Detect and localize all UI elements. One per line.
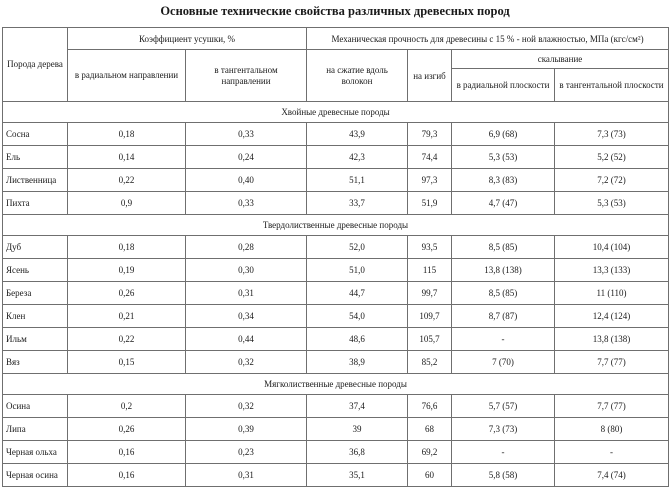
section-title: Мягколиственные древесные породы bbox=[3, 374, 669, 395]
compression-cell: 48,6 bbox=[307, 328, 408, 351]
shrink-tangential-cell: 0,44 bbox=[186, 328, 307, 351]
shrink-radial-cell: 0,16 bbox=[68, 464, 186, 487]
table-row bbox=[3, 328, 669, 351]
shear-tangential-cell: 7,2 (72) bbox=[555, 169, 669, 192]
shrink-tangential-cell: 0,28 bbox=[186, 236, 307, 259]
document-title: Основные технические свойства различных древесных пород bbox=[160, 4, 510, 18]
species-cell: Ясень bbox=[3, 259, 68, 282]
shrink-tangential-cell: 0,39 bbox=[186, 418, 307, 441]
bending-cell: 69,2 bbox=[408, 441, 452, 464]
shrink-tangential-cell: 0,33 bbox=[186, 192, 307, 215]
compression-cell: 36,8 bbox=[307, 441, 408, 464]
species-cell: Осина bbox=[3, 395, 68, 418]
shear-tangential-cell: 13,8 (138) bbox=[555, 328, 669, 351]
shear-tangential-cell: - bbox=[555, 441, 669, 464]
shear-radial-cell: 8,7 (87) bbox=[452, 305, 555, 328]
bending-cell: 60 bbox=[408, 464, 452, 487]
shear-tangential-cell: 5,3 (53) bbox=[555, 192, 669, 215]
shrink-tangential-cell: 0,24 bbox=[186, 146, 307, 169]
bending-cell: 76,6 bbox=[408, 395, 452, 418]
compression-cell: 51,1 bbox=[307, 169, 408, 192]
bending-cell: 51,9 bbox=[408, 192, 452, 215]
header-shrink-radial: в радиальном направлении bbox=[68, 50, 186, 102]
shear-radial-cell: 8,5 (85) bbox=[452, 236, 555, 259]
table-row bbox=[3, 123, 669, 146]
shrink-radial-cell: 0,21 bbox=[68, 305, 186, 328]
header-shrink-group: Коэффициент усушки, % bbox=[68, 28, 307, 50]
compression-cell: 39 bbox=[307, 418, 408, 441]
bending-cell: 99,7 bbox=[408, 282, 452, 305]
section-title: Хвойные древесные породы bbox=[3, 102, 669, 123]
compression-cell: 38,9 bbox=[307, 351, 408, 374]
shear-radial-cell: 5,7 (57) bbox=[452, 395, 555, 418]
species-cell: Липа bbox=[3, 418, 68, 441]
shear-radial-cell: 8,5 (85) bbox=[452, 282, 555, 305]
table-row bbox=[3, 282, 669, 305]
table-row bbox=[3, 305, 669, 328]
header-compression: на сжатие вдоль волокон bbox=[307, 50, 408, 102]
shrink-tangential-cell: 0,40 bbox=[186, 169, 307, 192]
bending-cell: 85,2 bbox=[408, 351, 452, 374]
wood-properties-table bbox=[2, 27, 669, 487]
species-cell: Береза bbox=[3, 282, 68, 305]
shear-tangential-cell: 8 (80) bbox=[555, 418, 669, 441]
shrink-radial-cell: 0,18 bbox=[68, 123, 186, 146]
compression-cell: 52,0 bbox=[307, 236, 408, 259]
shrink-tangential-cell: 0,33 bbox=[186, 123, 307, 146]
species-cell: Черная ольха bbox=[3, 441, 68, 464]
shrink-radial-cell: 0,16 bbox=[68, 441, 186, 464]
section-header-row bbox=[3, 102, 669, 123]
shear-tangential-cell: 13,3 (133) bbox=[555, 259, 669, 282]
header-bending: на изгиб bbox=[408, 50, 452, 102]
shrink-tangential-cell: 0,32 bbox=[186, 395, 307, 418]
shear-radial-cell: 6,9 (68) bbox=[452, 123, 555, 146]
shrink-radial-cell: 0,19 bbox=[68, 259, 186, 282]
table-row bbox=[3, 418, 669, 441]
shrink-tangential-cell: 0,23 bbox=[186, 441, 307, 464]
section-header-row bbox=[3, 215, 669, 236]
bending-cell: 68 bbox=[408, 418, 452, 441]
shear-tangential-cell: 10,4 (104) bbox=[555, 236, 669, 259]
table-row bbox=[3, 259, 669, 282]
compression-cell: 35,1 bbox=[307, 464, 408, 487]
species-cell: Клен bbox=[3, 305, 68, 328]
bending-cell: 109,7 bbox=[408, 305, 452, 328]
species-cell: Дуб bbox=[3, 236, 68, 259]
shrink-radial-cell: 0,18 bbox=[68, 236, 186, 259]
header-row-2 bbox=[3, 50, 669, 69]
shrink-radial-cell: 0,14 bbox=[68, 146, 186, 169]
shear-radial-cell: - bbox=[452, 328, 555, 351]
table-row bbox=[3, 441, 669, 464]
shrink-radial-cell: 0,15 bbox=[68, 351, 186, 374]
shear-tangential-cell: 5,2 (52) bbox=[555, 146, 669, 169]
header-strength-group: Механическая прочность для древесины с 15 % - ной влажностью, МПа (кгс/см²) bbox=[307, 28, 669, 50]
table-row bbox=[3, 464, 669, 487]
header-shrink-tangential: в тангентальном направлении bbox=[186, 50, 307, 102]
compression-cell: 43,9 bbox=[307, 123, 408, 146]
section-header-row bbox=[3, 374, 669, 395]
shrink-radial-cell: 0,2 bbox=[68, 395, 186, 418]
species-cell: Ильм bbox=[3, 328, 68, 351]
shrink-radial-cell: 0,22 bbox=[68, 328, 186, 351]
header-species: Порода дерева bbox=[3, 28, 68, 102]
header-shear-radial: в радиальной плоскости bbox=[452, 69, 555, 102]
compression-cell: 33,7 bbox=[307, 192, 408, 215]
table-body bbox=[3, 28, 669, 487]
shear-tangential-cell: 7,4 (74) bbox=[555, 464, 669, 487]
bending-cell: 93,5 bbox=[408, 236, 452, 259]
compression-cell: 37,4 bbox=[307, 395, 408, 418]
bending-cell: 105,7 bbox=[408, 328, 452, 351]
shear-radial-cell: 4,7 (47) bbox=[452, 192, 555, 215]
compression-cell: 44,7 bbox=[307, 282, 408, 305]
shear-radial-cell: 13,8 (138) bbox=[452, 259, 555, 282]
compression-cell: 51,0 bbox=[307, 259, 408, 282]
shear-radial-cell: 5,8 (58) bbox=[452, 464, 555, 487]
section-title: Твердолиственные древесные породы bbox=[3, 215, 669, 236]
bending-cell: 115 bbox=[408, 259, 452, 282]
table-row bbox=[3, 236, 669, 259]
species-cell: Вяз bbox=[3, 351, 68, 374]
shear-tangential-cell: 12,4 (124) bbox=[555, 305, 669, 328]
shrink-radial-cell: 0,9 bbox=[68, 192, 186, 215]
compression-cell: 42,3 bbox=[307, 146, 408, 169]
shrink-radial-cell: 0,26 bbox=[68, 282, 186, 305]
shear-tangential-cell: 7,7 (77) bbox=[555, 351, 669, 374]
shear-radial-cell: 8,3 (83) bbox=[452, 169, 555, 192]
table-row bbox=[3, 395, 669, 418]
shrink-radial-cell: 0,22 bbox=[68, 169, 186, 192]
species-cell: Пихта bbox=[3, 192, 68, 215]
species-cell: Ель bbox=[3, 146, 68, 169]
table-row bbox=[3, 351, 669, 374]
species-cell: Черная осина bbox=[3, 464, 68, 487]
header-row-1 bbox=[3, 28, 669, 50]
bending-cell: 74,4 bbox=[408, 146, 452, 169]
table-row bbox=[3, 146, 669, 169]
shear-radial-cell: - bbox=[452, 441, 555, 464]
shrink-radial-cell: 0,26 bbox=[68, 418, 186, 441]
shear-radial-cell: 7 (70) bbox=[452, 351, 555, 374]
table-row bbox=[3, 192, 669, 215]
shear-tangential-cell: 7,3 (73) bbox=[555, 123, 669, 146]
shear-radial-cell: 7,3 (73) bbox=[452, 418, 555, 441]
table-row bbox=[3, 169, 669, 192]
shear-radial-cell: 5,3 (53) bbox=[452, 146, 555, 169]
header-shear: скалывание bbox=[452, 50, 669, 69]
bending-cell: 97,3 bbox=[408, 169, 452, 192]
species-cell: Сосна bbox=[3, 123, 68, 146]
compression-cell: 54,0 bbox=[307, 305, 408, 328]
shear-tangential-cell: 7,7 (77) bbox=[555, 395, 669, 418]
shrink-tangential-cell: 0,31 bbox=[186, 282, 307, 305]
shear-tangential-cell: 11 (110) bbox=[555, 282, 669, 305]
shrink-tangential-cell: 0,32 bbox=[186, 351, 307, 374]
shrink-tangential-cell: 0,34 bbox=[186, 305, 307, 328]
shrink-tangential-cell: 0,30 bbox=[186, 259, 307, 282]
header-shear-tangential: в тангентальной плоскости bbox=[555, 69, 669, 102]
species-cell: Лиственница bbox=[3, 169, 68, 192]
shrink-tangential-cell: 0,31 bbox=[186, 464, 307, 487]
bending-cell: 79,3 bbox=[408, 123, 452, 146]
